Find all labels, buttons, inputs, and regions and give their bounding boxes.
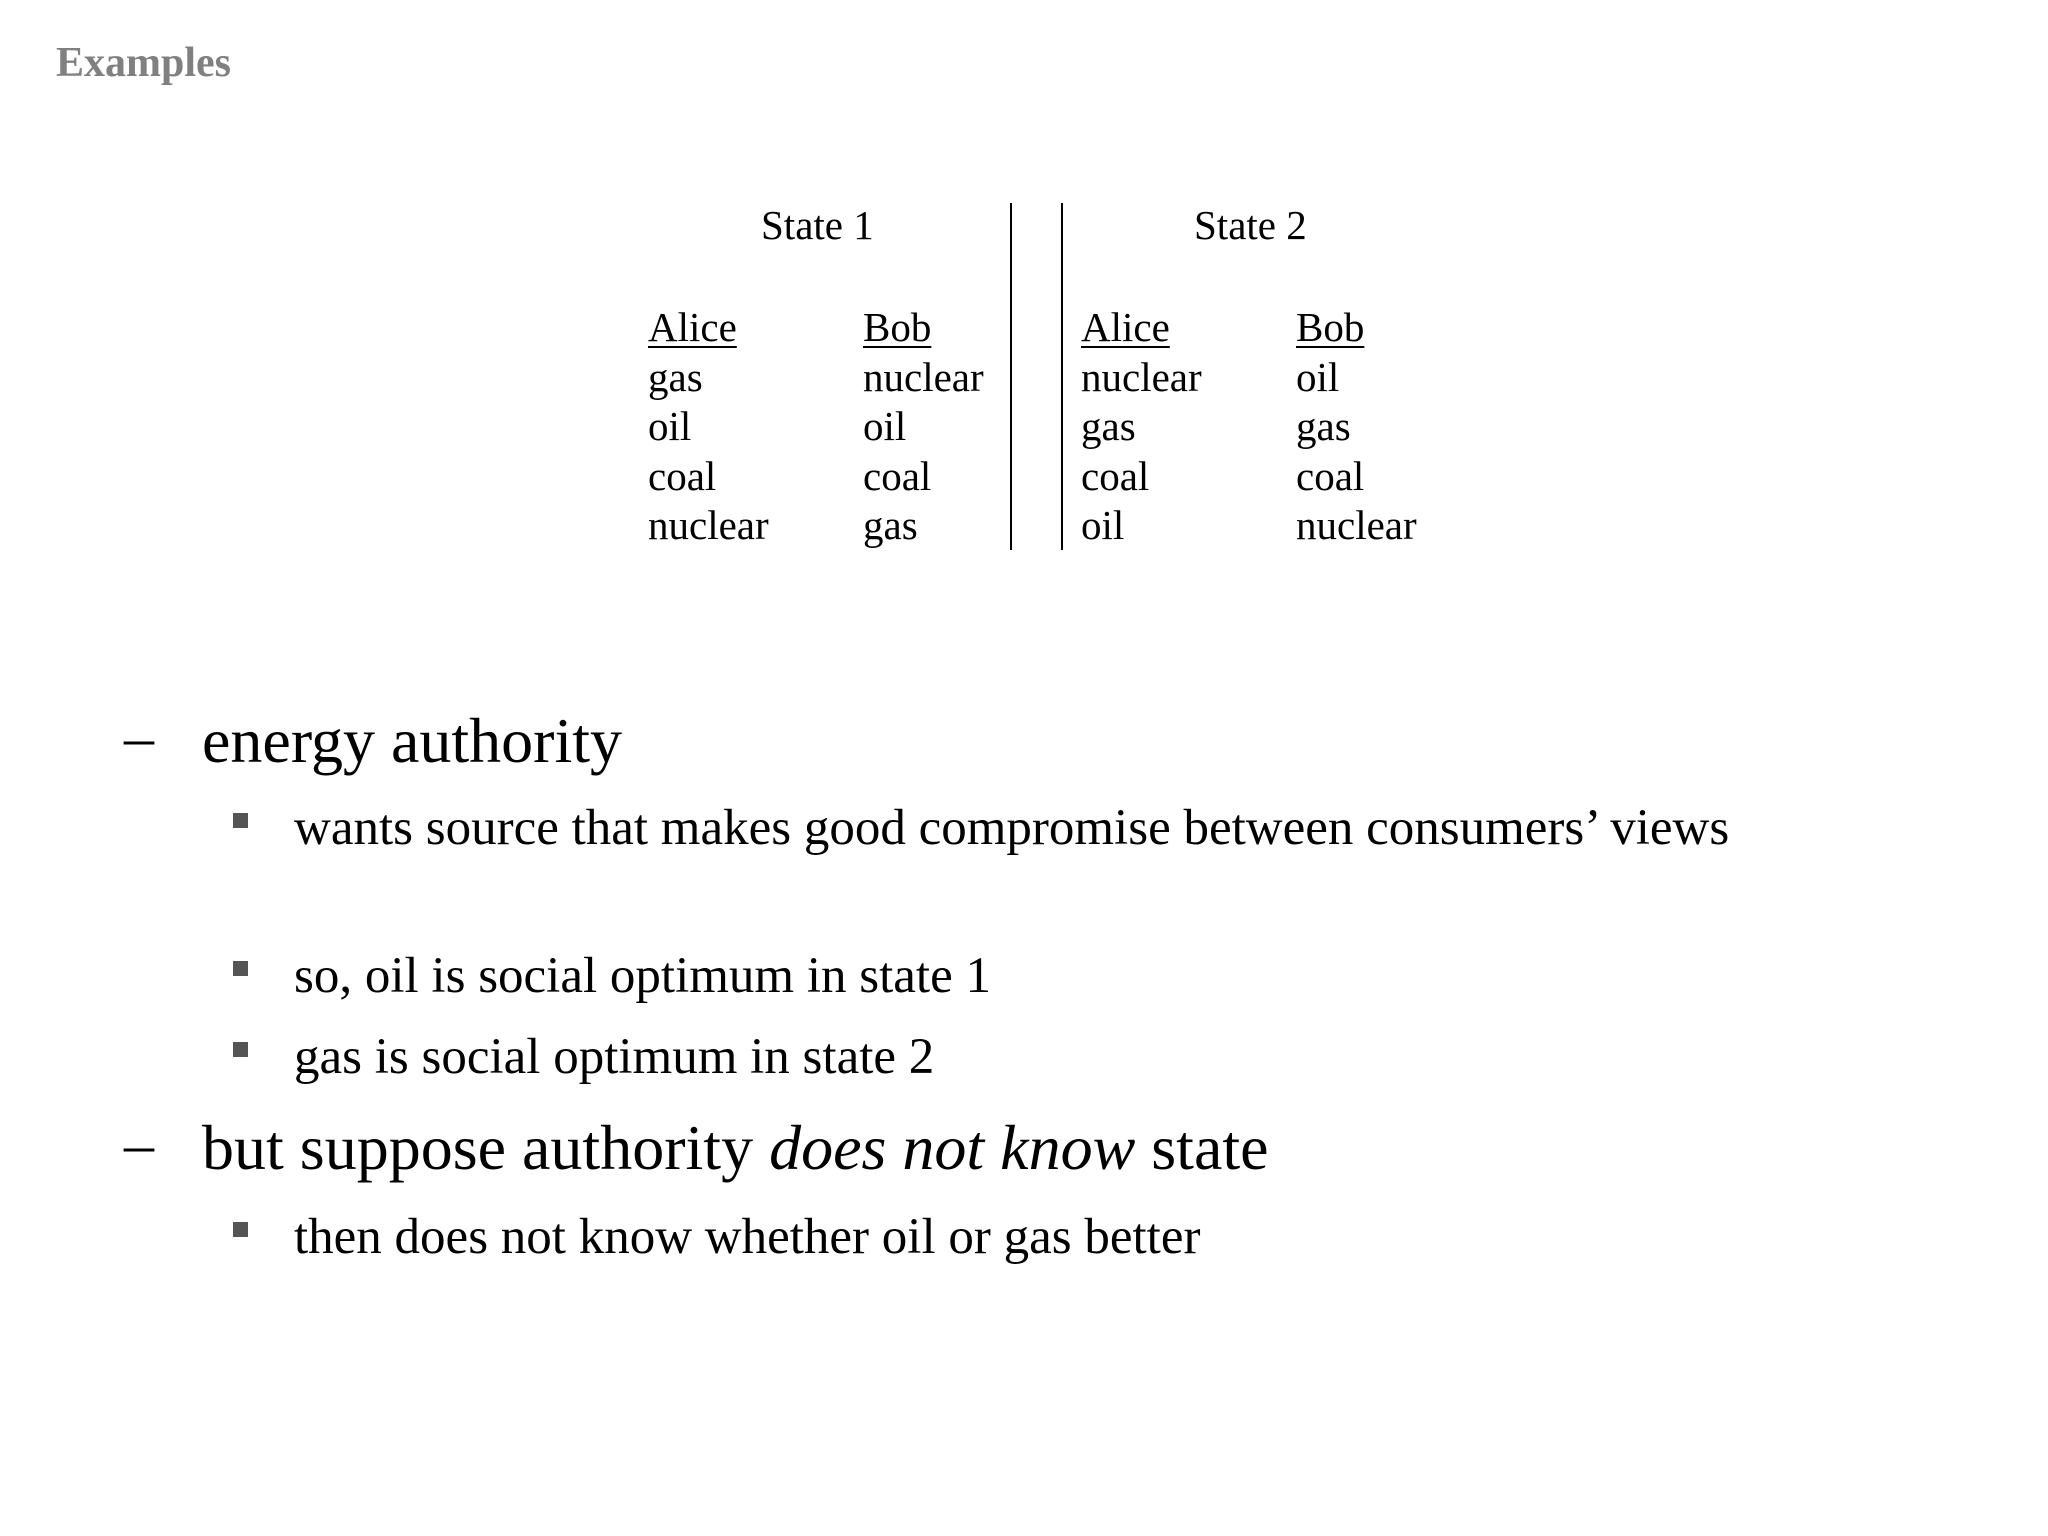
preference-item: coal xyxy=(648,452,717,499)
state-2-bob-column xyxy=(1296,303,1417,551)
bullet-text-before: but suppose authority xyxy=(202,1112,770,1183)
square-bullet-icon xyxy=(233,1222,248,1237)
column-header: Alice xyxy=(1081,304,1170,350)
preference-item: oil xyxy=(648,403,692,449)
square-bullet-icon xyxy=(233,1042,248,1057)
dash-bullet: – xyxy=(124,704,154,770)
state-1-alice-column xyxy=(648,303,769,551)
preference-item: nuclear xyxy=(863,353,984,400)
column-header: Bob xyxy=(863,304,932,350)
preference-item: oil xyxy=(1081,502,1125,548)
table-divider-left xyxy=(1010,203,1012,550)
column-header: Alice xyxy=(648,304,737,350)
bullet-suppose-authority xyxy=(202,1113,1269,1183)
bullet-energy-authority: energy authority xyxy=(202,705,623,776)
preference-item: gas xyxy=(1296,403,1351,449)
preference-item: gas xyxy=(1081,403,1136,449)
preference-item: coal xyxy=(863,452,932,499)
sub-bullet-state-2: gas is social optimum in state 2 xyxy=(294,1029,935,1085)
table-divider-right xyxy=(1061,203,1063,550)
slide-title: Examples xyxy=(56,40,232,86)
preference-item: nuclear xyxy=(648,502,769,548)
square-bullet-icon xyxy=(233,813,248,828)
square-bullet-icon xyxy=(233,961,248,976)
preference-item: coal xyxy=(1296,452,1365,499)
preference-item: gas xyxy=(648,353,703,400)
preference-item: nuclear xyxy=(1081,353,1202,400)
sub-bullet-compromise: wants source that makes good compromise between consumers’ views xyxy=(294,800,1730,856)
bullet-text-after: state xyxy=(1135,1112,1269,1183)
dash-bullet: – xyxy=(124,1111,154,1177)
preference-item: nuclear xyxy=(1296,502,1417,548)
sub-bullet-state-1: so, oil is social optimum in state 1 xyxy=(294,948,991,1004)
column-header: Bob xyxy=(1296,304,1365,350)
state-1-heading: State 1 xyxy=(761,202,874,248)
state-2-alice-column xyxy=(1081,303,1202,551)
state-2-heading: State 2 xyxy=(1194,202,1307,248)
preference-item: coal xyxy=(1081,452,1150,499)
preference-item: gas xyxy=(863,502,918,548)
preference-item: oil xyxy=(863,403,907,449)
bullet-text-italic: does not know xyxy=(769,1112,1136,1183)
preference-item: oil xyxy=(1296,353,1340,400)
sub-bullet-oil-or-gas: then does not know whether oil or gas better xyxy=(294,1209,1201,1265)
state-1-bob-column xyxy=(863,303,984,551)
